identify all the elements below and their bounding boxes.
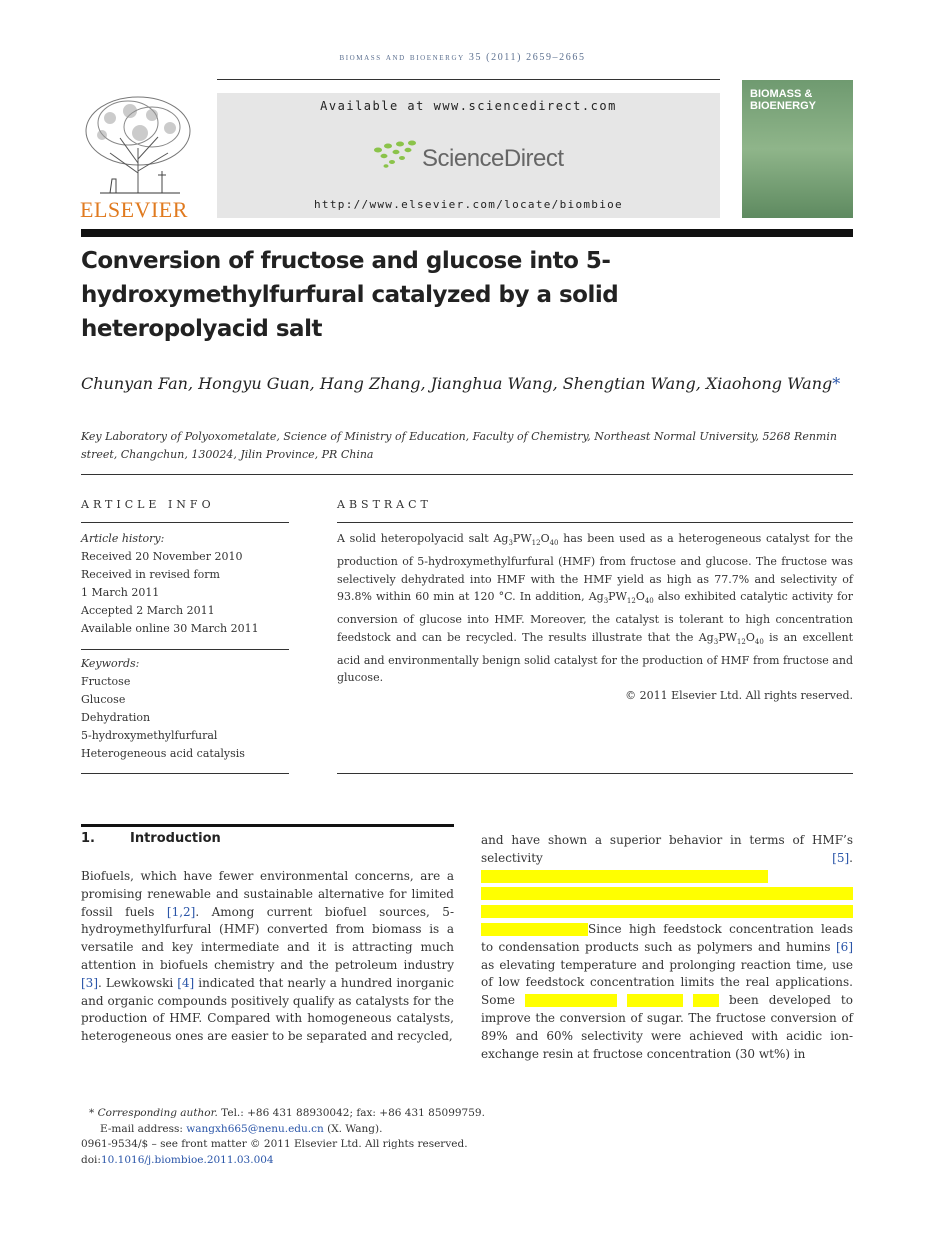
email-suffix: (X. Wang). [323,1122,383,1135]
citation-link[interactable]: [1,2] [166,904,196,919]
citation-link[interactable]: [5] [832,850,850,865]
body-text: Since high feedstock concentration leads to condensation products such as polymers and humins [481,921,853,954]
footnote-mark: * [89,1107,95,1119]
highlight-mark [627,994,683,1007]
formula-part: O [745,630,755,644]
abstract-text: is an excellent acid and environmentally benign solid catalyst for the production of HMF from fructose and glucose. [337,630,854,685]
formula-sub: 3 [603,597,609,606]
formula-sub: 40 [644,597,654,606]
body-text: Biofuels, which have fewer environmental concerns, are a promising renewable and sustainable alternative for limited fossil fuels [81,869,454,919]
abstract-body [337,530,853,705]
divider [81,522,289,523]
header-rule [217,79,720,80]
intro-left-column [81,868,454,1046]
email-link[interactable]: wangxh665@nenu.edu.cn [186,1122,324,1135]
history-item: Received in revised form [81,568,220,581]
keyword: 5-hydroxymethylfurfural [81,729,218,742]
citation-link[interactable]: [6] [836,939,853,954]
keyword: Glucose [81,693,126,706]
history-item: Received 20 November 2010 [81,550,243,563]
issn-line: 0961-9534/$ – see front matter © 2011 Elsevier Ltd. All rights reserved. [81,1138,468,1150]
article-title: Conversion of fructose and glucose into 5-hydroxymethylfurfural catalyzed by a solid heteropolyacid salt [81,248,619,342]
sd-brand: ScienceDirect [422,145,564,172]
title-bar [81,229,853,237]
divider [81,649,289,650]
authors-text: Chunyan Fan, Hongyu Guan, Hang Zhang, Jianghua Wang, Shengtian Wang, Xiaohong Wang [81,374,833,393]
keywords [81,655,289,763]
body-text: indicated that nearly a hundred inorganic and organic compounds positively qualify as catalysts for the production of HMF. Compared with homogeneous catalysts, heterogeneous ones are easier to be separated and recycled, [81,975,454,1044]
formula-sub: 12 [531,539,541,548]
journal-header: biomass and bioenergy 35 (2011) 2659–2665 [339,52,586,63]
section-heading [81,831,221,846]
sciencedirect-banner [217,93,720,218]
copyright: © 2011 Elsevier Ltd. All rights reserved. [625,689,853,703]
history-item: Available online 30 March 2011 [81,622,259,635]
elsevier-wordmark: ELSEVIER [80,197,188,222]
abstract-heading: ABSTRACT [337,498,432,511]
body-text: as elevating temperature and prolonging reaction time, use of low feedstock concentration limits the real applications. Some [481,957,853,1008]
sd-available-text: Available at www.sciencedirect.com [320,99,617,113]
intro-right-column [481,832,853,1063]
corr-contact: Tel.: +86 431 88930042; fax: +86 431 85099759. [217,1107,485,1119]
formula-sub: 12 [736,638,746,647]
formula-sub: 3 [713,638,719,647]
citation-link[interactable]: [4] [177,975,195,990]
highlight-mark [525,994,617,1007]
footnote [81,1106,581,1168]
abstract-text: also exhibited catalytic activity for conversion of glucose into HMF. Moreover, the catalyst is tolerant to high concentration feedstock and can be recycled. The results illustrate that the Ag [337,590,853,644]
section-title: Introduction [130,831,221,846]
highlight-mark [481,887,853,900]
elsevier-tree-icon [80,93,198,199]
elsevier-logo [80,93,198,222]
corresponding-author-note [81,1106,581,1122]
email-line [81,1122,581,1138]
formula-sub: 12 [626,597,636,606]
formula-part: PW [718,630,737,644]
body-text: been developed to improve the conversion of sugar. The fructose conversion of 89% and 60% selectivity were achieved with acidic ion-exchange resin at fructose concentration (30 wt%) in [481,993,853,1061]
doi-label: doi: [81,1153,101,1166]
doi-line [81,1153,581,1169]
sciencedirect-leaf-icon [372,138,422,170]
keyword: Heterogeneous acid catalysis [81,747,245,760]
keyword: Dehydration [81,711,151,724]
citation-link[interactable]: [3] [81,975,98,990]
divider [337,522,853,523]
formula-sub: 40 [549,539,559,548]
author-list [81,372,853,396]
section-rule [81,824,454,827]
affiliation: Key Laboratory of Polyoxometalate, Science of Ministry of Education, Faculty of Chemistry, Northeast Normal University, 5268 Renmin street, Changchun, 130024, Jilin Province, PR China [81,430,837,461]
body-text: . [849,850,853,865]
highlight-mark [481,870,768,883]
article-info-heading: ARTICLE INFO [81,498,215,511]
body-text: . Among current biofuel sources, 5-hydroymethylfurfural (HMF) converted from biomass is a versatile and key intermediate and it is attracting much attention in biofuels chemistry and the petroleum industry [81,904,454,972]
highlight-mark [481,905,853,918]
body-text: and have shown a superior behavior in terms of HMF’s selectivity [481,833,853,865]
highlight-mark [693,994,719,1007]
history-item: Accepted 2 March 2011 [81,604,215,617]
abstract-text: A solid heteropolyacid salt Ag [337,532,509,545]
divider [81,474,853,475]
cover-title: BIOMASS & BIOENERGY [750,88,817,112]
abstract-text: has been used as a heterogeneous catalyst for the production of 5-hydroxymethylfurfural (HMF) from fructose and glucose. The fructose was selectively dehydrated into HMF with the HMF yield as high as 77.7% and selectivity of 93.8% within 60 min at 120 °C. In addition, Ag [337,532,853,604]
formula-part: O [635,590,645,604]
formula-part: O [540,532,550,545]
corr-label: Corresponding author. [97,1107,218,1119]
body-text: . Lewkowski [98,975,178,990]
keyword: Fructose [81,675,131,688]
article-history [81,530,289,638]
journal-url[interactable]: http://www.elsevier.com/locate/biombioe [314,198,623,211]
formula-sub: 3 [508,539,513,548]
formula-part: PW [608,590,627,604]
journal-cover [742,80,853,218]
history-label: Article history: [81,532,165,545]
divider [81,773,289,774]
formula-part: PW [512,532,532,545]
doi-link[interactable]: 10.1016/j.biombioe.2011.03.004 [100,1153,274,1166]
corresponding-author-mark[interactable]: * [832,374,841,393]
section-number: 1. [81,831,95,846]
keywords-label: Keywords: [81,657,140,670]
email-label: E-mail address: [100,1122,187,1135]
formula-sub: 40 [754,638,764,647]
divider [337,773,853,774]
history-item: 1 March 2011 [81,586,160,599]
highlight-mark [481,923,588,936]
